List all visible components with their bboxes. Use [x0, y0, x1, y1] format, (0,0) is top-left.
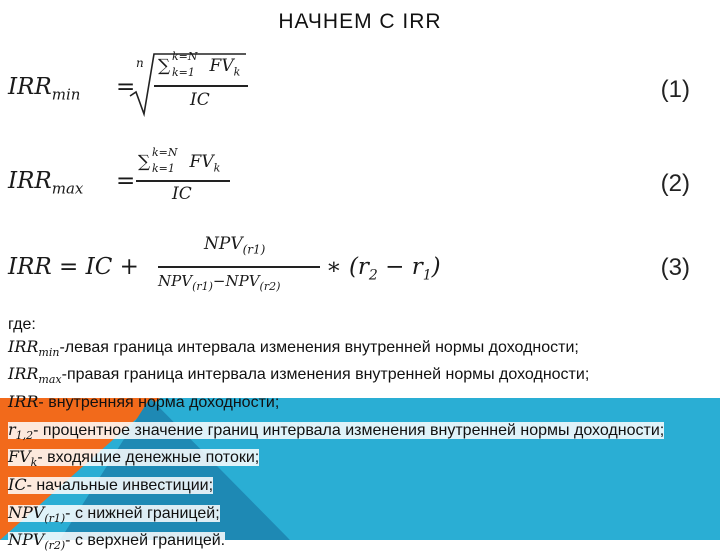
legend-row: $NPV_{(r2)}-$ с верхней границей. [8, 530, 226, 553]
formula-1-lhs: $IRR_{min}$ [8, 74, 81, 104]
legend-where: где: [8, 316, 36, 333]
legend-row: $FV_k-$ входящие денежные потоки; [8, 447, 260, 470]
formula-2-denominator: IC [172, 184, 192, 204]
legend-row: $IRR_{max}$-правая граница интервала изменения внутренней нормы доходности; [8, 364, 590, 387]
legend-row: IRR- внутренняя норма доходности; [8, 391, 280, 411]
equals-sign: = [116, 168, 136, 194]
formula-1-number: (1) [660, 76, 690, 103]
formula-3-numerator: $NPV_{(r1)}$ [204, 234, 266, 257]
formula-2-lhs: $IRR_{max}$ [8, 168, 84, 198]
formula-1-numerator: ∑ k=N k=1 $FV_k$ [158, 50, 241, 79]
legend-row: $r_{1,2}-$ процентное значение границ интервала изменения внутренней нормы доходности; [8, 419, 665, 442]
formula-3 [8, 232, 568, 296]
formula-2-numerator: ∑ k=N k=1 $FV_k$ [138, 146, 221, 175]
slide-title: НАЧНЕМ С IRR [278, 10, 442, 33]
formula-2-number: (2) [660, 170, 690, 197]
legend-row: $NPV_{(r1)}-$ с нижней границей; [8, 502, 220, 525]
fraction-line [154, 85, 248, 87]
fraction-line [136, 180, 230, 182]
fraction-line [158, 266, 320, 268]
formula-3-denominator: $NPV_{(r1)}-NPV_{(r2)}$ [158, 272, 281, 293]
root-index: n [136, 56, 144, 70]
formula-3-tail: ∗ $(r_2 - r_1)$ [326, 254, 441, 284]
legend-row: $IRR_{min}$-левая граница интервала изменения внутренней нормы доходности; [8, 336, 579, 359]
formula-1 [8, 52, 568, 122]
formula-3-lhs: IRR = IC + [8, 254, 139, 280]
formula-3-number: (3) [660, 254, 690, 281]
formula-2 [8, 146, 568, 210]
legend-row: IC- начальные инвестиции; [8, 474, 214, 494]
legend [8, 314, 664, 557]
formula-1-denominator: IC [190, 90, 210, 110]
equals-sign: = [116, 74, 136, 100]
